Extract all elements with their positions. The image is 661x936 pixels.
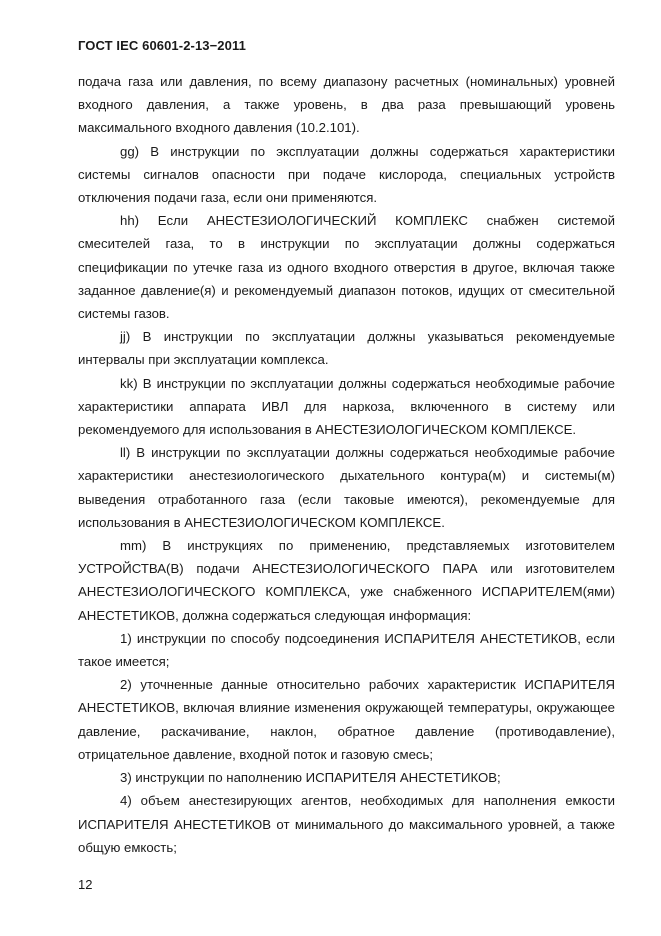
paragraph-ll: ll) В инструкции по эксплуатации должны содержаться необходимые рабочие характеристики анестезиологического дыхательного контура(м) и системы(м) выведения отработанного газа (если таковые имеются), рекомендуемые для использования в АНЕСТЕЗИОЛОГИЧЕСКОМ КОМПЛЕКСЕ. xyxy=(78,445,615,530)
page-number: 12 xyxy=(78,877,93,892)
paragraph-jj: jj) В инструкции по эксплуатации должны указываться рекомендуемые интервалы при эксплуатации комплекса. xyxy=(78,329,615,368)
document-header: ГОСТ IEC 60601-2-13−2011 xyxy=(78,38,246,53)
paragraph-continuation: подача газа или давления, по всему диапазону расчетных (номинальных) уровней входного давления, а также уровень, в два раза превышающий уровень максимального входного давления (10.2.101). xyxy=(78,74,615,136)
paragraph-mm: mm) В инструкциях по применению, представляемых изготовителем УСТРОЙСТВА(В) подачи АНЕСТЕЗИОЛОГИЧЕСКОГО ПАРА или изготовителем АНЕСТЕЗИОЛОГИЧЕСКОГО КОМПЛЕКСА, уже снабженного ИСПАРИТЕЛЕМ(ями) АНЕСТЕТИКОВ, должна содержаться следующая информация: xyxy=(78,538,615,623)
paragraph-hh: hh) Если АНЕСТЕЗИОЛОГИЧЕСКИЙ КОМПЛЕКС снабжен системой смесителей газа, то в инструкции по эксплуатации должны содержаться спецификации по утечке газа из одного входного отверстия в другое, включая также заданное давление(я) и рекомендуемый диапазон потоков, идущих от смесительной системы газов. xyxy=(78,213,615,322)
list-item-3: 3) инструкции по наполнению ИСПАРИТЕЛЯ АНЕСТЕТИКОВ; xyxy=(120,770,501,786)
paragraph-gg: gg) В инструкции по эксплуатации должны содержаться характеристики системы сигналов опасности при подаче кислорода, специальных устройств отключения подачи газа, если они применяются. xyxy=(78,143,615,206)
document-body xyxy=(78,70,615,859)
list-item-4: 4) объем анестезирующих агентов, необходимых для наполнения емкости ИСПАРИТЕЛЯ АНЕСТЕТИКОВ от минимального до максимального уровней, а также общую емкость; xyxy=(78,793,615,855)
list-item-1: 1) инструкции по способу подсоединения ИСПАРИТЕЛЯ АНЕСТЕТИКОВ, если такое имеется; xyxy=(78,630,615,670)
paragraph-kk: kk) В инструкции по эксплуатации должны содержаться необходимые рабочие характеристики аппарата ИВЛ для наркоза, включенного в систему или рекомендуемого для использования в АНЕСТЕЗИОЛОГИЧЕСКОМ КОМПЛЕКСЕ. xyxy=(78,375,615,438)
list-item-2: 2) уточненные данные относительно рабочих характеристик ИСПАРИТЕЛЯ АНЕСТЕТИКОВ, включая влияние изменения окружающей температуры, окружающее давление, раскачивание, наклон, обратное давление (противодавление), отрицательное давление, входной поток и газовую смесь; xyxy=(78,677,615,762)
